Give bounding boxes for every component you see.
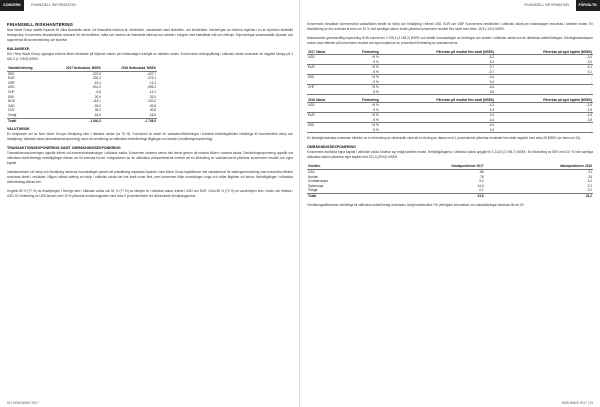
table-cell: CNY xyxy=(8,108,15,113)
table-cell: 14,9 xyxy=(477,183,484,188)
table-total-cell: Totalt xyxy=(7,118,47,123)
table-total-cell: 23,8 xyxy=(376,193,484,198)
table-cell: -5 % xyxy=(344,80,380,85)
table-cell: -120,2 xyxy=(147,99,156,104)
table-cell: 3,0 xyxy=(495,60,593,65)
table-cell: - xyxy=(590,85,592,90)
table-cell: 2,8 xyxy=(495,118,593,123)
table-cell: -0,4 xyxy=(380,118,495,123)
table-cell: 5,2 xyxy=(380,60,495,65)
table-total-row xyxy=(7,118,157,123)
left-page-header xyxy=(0,0,300,11)
table-cell: -114,1 xyxy=(92,99,101,104)
table-cell: EUR xyxy=(8,76,15,81)
paragraph-balance: Det i New Wave Group upptagna externa lånen fördelade på följande valutor per balansdagen framgår av tabellen nedan. Koncernens nettoupplåning i utländsk valuta motsvarar ett negativt belopp på 1 640,3 (1 748,9) MSEK. xyxy=(7,52,293,61)
table-cell: -5 % xyxy=(344,60,380,65)
paragraph-end: Omräkningsdifferenser hänförliga till utländska dotterföretag redovisas i övrigt totalresultat. För ytterligare information om valutasäkringar hänvisas till not 29. xyxy=(307,202,525,207)
table-cell: 4,2 xyxy=(587,179,592,184)
table-cell: -2,8 xyxy=(586,113,592,118)
table-cell: -5,2 xyxy=(488,55,495,60)
table-cell: +5 % xyxy=(371,75,379,80)
section-tab: FÖRVALTN. xyxy=(576,0,600,11)
table-cell: -21 xyxy=(587,170,592,174)
column-header: Valutapositioner 2016 xyxy=(485,164,593,169)
table-total-cell: -1 640,3 xyxy=(47,118,102,123)
table-cell: -5 % xyxy=(344,118,380,123)
running-header: FINANSIELL INFORMATION xyxy=(31,3,76,7)
right-page xyxy=(300,0,600,407)
table-cell: Norden xyxy=(308,174,319,179)
table-cell: -905,3 xyxy=(147,85,156,90)
table-cell xyxy=(307,128,344,133)
table-cell: Övrigt xyxy=(8,112,17,117)
running-header: FINANSIELL INFORMATION xyxy=(524,3,569,7)
column-header: Valutapositioner 2017 xyxy=(376,164,484,169)
table-cell: 4,3 xyxy=(380,108,495,113)
column-header: Påverkan på eget kapital (MSEK) xyxy=(495,50,593,55)
table-cell: CAD xyxy=(8,103,15,108)
table-cell: -3,1 xyxy=(586,65,592,70)
table-total-cell: -1 748,9 xyxy=(102,118,157,123)
paragraph-transaction-1: Transaktionsexponeringen uppstår främst vid leverantörsbetalningar i utländsk valuta. Koncernen hanterar denna risk delvis genom att matcha flöden i samma valuta. Omräkningsexponering uppstår när utländska dotterföretags nettotillgångar räknas om till svenska kronor. Integrationen av de utländska verksamheterna innebär att en förändring av valutakurserna påverkar koncernens resultat och egna kapital. xyxy=(7,151,293,166)
table-row xyxy=(307,90,593,95)
table-total-cell: Totalt xyxy=(307,193,376,198)
table-cell: USD xyxy=(308,55,315,60)
table-cell: - xyxy=(495,80,593,85)
table-cell: -0,4 xyxy=(488,75,495,80)
table-cell: -13,1 xyxy=(148,89,156,94)
table-cell: +5 % xyxy=(371,85,379,90)
table-cell: 40,8 xyxy=(149,108,156,113)
column-header: 2016 Nettoskuld, MSEK xyxy=(102,66,157,71)
paragraph-financial-risk: New Wave Group utsätts löpande för olika finansiella risker. De finansiella riskerna är: ränterisker, valutarisker samt likviditets- och kreditrisker. Hanteringen av riskerna regleras i en av styrelsen fastställd finanspolicy. Koncernens finansfunktion ansvarar för att identifiera, mäta och hantera de finansiella riskerna och arbetar i enlighet med fastställda mål och riktlinjer. Exponeringar sammanställs löpande och rapporteras till koncernledning och styrelse. xyxy=(7,28,293,42)
right-footer: NEW WAVE 2017 | 93 xyxy=(561,401,593,405)
table-cell: SEK xyxy=(8,71,15,76)
table-cell: -3,0 xyxy=(586,55,592,60)
table-cell: -0,6 xyxy=(488,85,495,90)
paragraph-intro-2: Motsvarande genomsnittlig exponering är för koncernen 4 726,4 (4 158,2) MSEK och består huvudsakligen av fordringar och skulder i utländsk valuta hos de utländska dotterföretagen. Känslighetsanalysen nedan visar effekten på koncernens resultat och egna kapital av en procentuell förändring av valutakurserna. xyxy=(307,36,593,45)
table-cell: -5 % xyxy=(344,70,380,75)
table-cell: 20,9 xyxy=(94,94,101,99)
table-cell: -0,4 xyxy=(488,123,495,128)
table-header-row xyxy=(7,66,157,71)
table-cell: 0,1 xyxy=(479,188,484,193)
paragraph-currency-risk: En betydande del av New Wave Groups försäljning sker i utländsk valuta (ca 76 %). Koncernen är utsatt för valutakursförändringar i framtida betalningsflöden hänförliga till kommersiella inköp och försäljning i utländsk valuta (transaktionsexponering) samt vid omräkning av utländska dotterföretags tillgångar och skulder (omräkningsexponering). xyxy=(7,132,293,142)
table-cell: 0,4 xyxy=(380,80,495,85)
table-total-cell: 24,2 xyxy=(485,193,593,198)
table-cell: -931,3 xyxy=(91,85,101,90)
table-cell: 0,0 xyxy=(587,188,592,193)
table-cell: - xyxy=(590,123,592,128)
table-cell: -66 xyxy=(479,170,484,174)
table-cell: CHF xyxy=(308,85,315,90)
table-cell: -437,7 xyxy=(147,71,156,76)
heading-translation-exposure: OMRÄKNINGSEXPONERING xyxy=(307,145,356,150)
column-header: Påverkan på resultat före skatt (MSEK) xyxy=(380,50,495,55)
table-cell: 2,5 xyxy=(495,108,593,113)
table-cell: USD xyxy=(308,103,315,108)
table-cell: - xyxy=(590,75,592,80)
column-header: Påverkan på eget kapital (MSEK) xyxy=(495,98,593,103)
table-cell: -5,8 xyxy=(95,89,101,94)
table-cell: -5 % xyxy=(344,128,380,133)
table-cell: 2,2 xyxy=(587,183,592,188)
left-footer: 92 | NEW WAVE 2017 xyxy=(7,401,39,405)
table-cell: +5 % xyxy=(371,103,379,108)
section-tab: KONCERN xyxy=(0,0,24,11)
table-cell: CHF xyxy=(8,89,15,94)
column-header: Omräkn. xyxy=(307,164,376,169)
table-cell: -13,1 xyxy=(148,80,156,85)
sensitivity-table-2017 xyxy=(307,50,593,95)
table-cell: DKK xyxy=(308,123,315,128)
heading-financial-risk: FINANSIELL RISKHANTERING xyxy=(7,22,73,27)
right-page-body xyxy=(307,22,593,212)
table-cell: Övriga xyxy=(308,188,318,193)
column-header: 2017 Nettoskuld, MSEK xyxy=(47,66,102,71)
paragraph-after-sensitivity: En känslighetsanalys avseende effekten av en förändring av räntenivån visar att en ökning av räntan med 1 procentenhet påverkar resultatet före skatt negativt med cirka 26 MSEK (se även not 24). xyxy=(307,136,582,141)
right-page-header xyxy=(300,0,600,11)
table-cell: 39,2 xyxy=(94,108,101,113)
table-cell: +5 % xyxy=(371,123,379,128)
table-cell: -2,5 xyxy=(586,103,592,108)
left-page-body xyxy=(7,22,293,203)
column-header: 2016 Valuta xyxy=(307,98,344,103)
table-cell: -207,5 xyxy=(91,71,101,76)
table-cell: DKK xyxy=(8,94,15,99)
table-cell: -379,1 xyxy=(147,76,156,81)
table-cell: +5 % xyxy=(371,55,379,60)
table-cell: 0,4 xyxy=(489,113,495,118)
table-cell: 9,2 xyxy=(479,179,484,184)
table-cell: 0,7 xyxy=(489,65,495,70)
table-cell: 0,4 xyxy=(380,128,495,133)
table-cell: - xyxy=(495,128,593,133)
table-cell: -5 % xyxy=(344,90,380,95)
table-cell: -33,8 xyxy=(148,103,156,108)
heading-currency-risk: VALUTARISK xyxy=(7,127,30,132)
table-cell: -16,0 xyxy=(93,112,101,117)
table-cell: -0,7 xyxy=(380,70,495,75)
table-cell: 3,1 xyxy=(495,70,593,75)
table-cell: -34 xyxy=(587,174,592,179)
table-cell: -5 % xyxy=(344,108,380,113)
table-cell: EUR xyxy=(308,113,315,118)
table-cell: USA xyxy=(308,170,315,174)
table-cell: -33,9 xyxy=(93,103,101,108)
currency-net-debt-table xyxy=(7,66,157,123)
table-cell: USD xyxy=(8,85,15,90)
paragraph-intro: Koncernens förvaltade kommersiella valutaflöden består av inköp och försäljning i främst USD, EUR och GBP. Koncernens nettoflöden i utländsk valuta per balansdagen redovisas i tabellen nedan. En förstärkning av den svenska kronan om 10 % mot samtliga valutor skulle påverka koncernens resultat före skatt med cirka -15,8 (-19,0) MSEK. xyxy=(307,22,593,31)
table-cell: -4,3 xyxy=(488,103,495,108)
table-cell: - xyxy=(495,90,593,95)
paragraph-transaction-2: Valutakursrisker vid inköp och försäljning hanteras huvudsakligen genom att prissättning anpassas löpande. New Wave Group kapitaliserar inte valutaderivat för säkringsredovisning utan eventuella effekter redovisas direkt i resultatet. Någon utökad säkring av inköp i utländsk valuta har inte skett under året, men koncernen följer utvecklingen noga och vidtar åtgärder vid behov. Nettotillgångar i utländska dotterföretag säkras inte. xyxy=(7,170,293,185)
table-cell: +5 % xyxy=(371,65,379,70)
table-cell: -16,6 xyxy=(148,112,156,117)
table-cell: GBP xyxy=(8,80,15,85)
table-cell: Centraleuropa xyxy=(308,179,328,184)
table-cell: +5 % xyxy=(371,113,379,118)
table-row xyxy=(307,128,593,133)
column-header: Valutafördelning xyxy=(7,66,47,71)
heading-transaction-exposure: TRANSAKTIONSEXPONERING SAMT OMRÄKNINGSEXPONERING xyxy=(7,146,121,151)
table-cell: 0,6 xyxy=(380,90,495,95)
paragraph-translation: Koncernens bokförda egna kapital i utländsk valuta fördelar sig enligt tabellen nedan. Nettotillgångarna i utländsk valuta uppgår till 3 212,8 (3 095,7) MSEK. En förändring av SEK med 10 % mot samtliga utländska valutor påverkar eget kapital med 321,3 (309,6) MSEK. xyxy=(307,150,593,160)
table-cell: Sydeuropa xyxy=(308,183,324,188)
column-header: Påverkan på resultat före skatt (MSEK) xyxy=(380,98,495,103)
table-cell: -15,4 xyxy=(93,80,101,85)
table-cell: -76 xyxy=(479,174,484,179)
column-header: Förändring xyxy=(344,50,380,55)
table-cell: EUR xyxy=(308,65,315,70)
column-header: Förändring xyxy=(344,98,380,103)
equity-currency-table xyxy=(307,164,593,198)
table-cell: -332,2 xyxy=(91,76,101,81)
paragraph-transaction-3: Ungefär 80 % (77 %) av försäljningen i Sverige sker i utländsk valuta och 81 % (77 %) av inköpen är i utländsk valuta, främst i USD och EUR. Cirka 65 % (70 %) av varuinköpen sker i Asien och betalas i USD. En förändring av USD-kursen med 10 % påverkar bruttomarginalen med cirka 2 procentenheter vid oförändrade försäljningspriser. xyxy=(7,189,293,199)
table-total-row xyxy=(307,193,593,198)
table-cell: 32,0 xyxy=(149,94,156,99)
table-cell: NOK xyxy=(8,99,15,104)
table-cell xyxy=(307,90,344,95)
column-header: 2017 Valuta xyxy=(307,50,344,55)
table-cell: DKK xyxy=(308,75,315,80)
heading-balance: BALANSEXP. xyxy=(7,47,30,51)
sensitivity-table-2016 xyxy=(307,98,593,133)
